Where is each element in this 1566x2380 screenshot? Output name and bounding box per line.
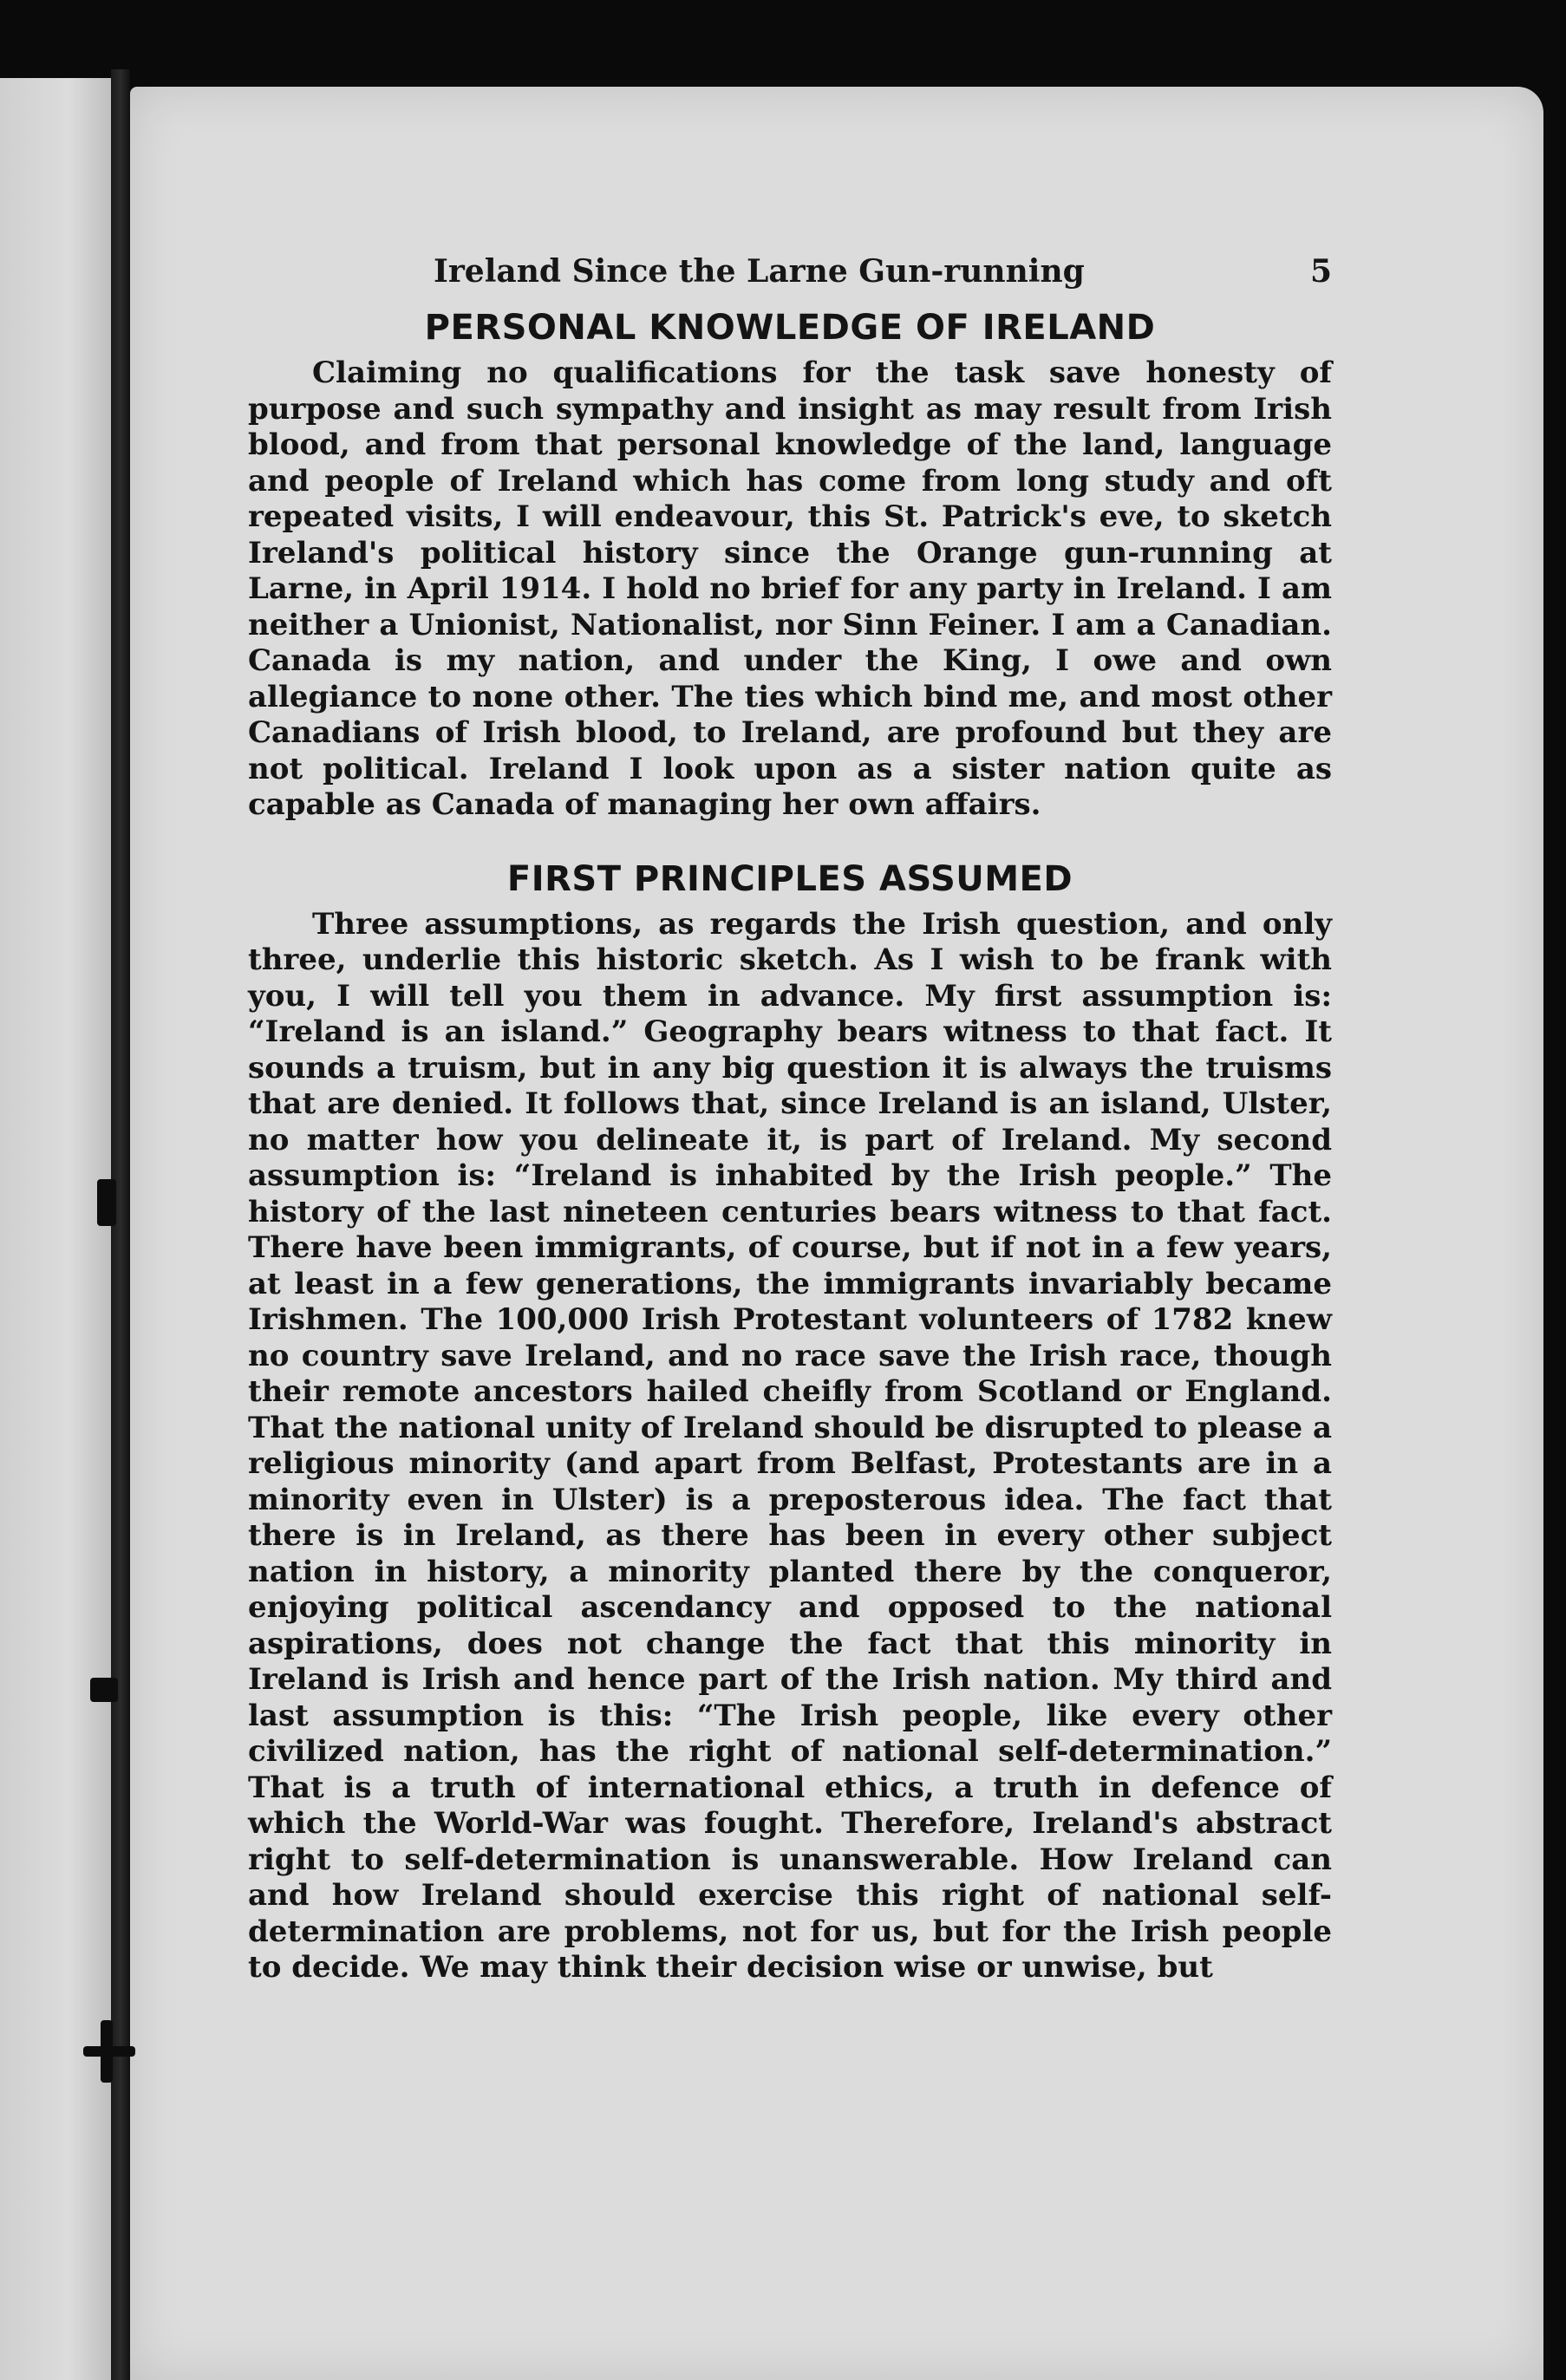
section-heading: PERSONAL KNOWLEDGE OF IRELAND: [424, 308, 1156, 348]
binding-mark: [101, 2020, 113, 2083]
page-body: [248, 305, 1332, 1986]
section-heading: FIRST PRINCIPLES ASSUMED: [506, 858, 1073, 899]
running-head: [434, 253, 1332, 290]
running-head-title: Ireland Since the Larne Gun-running: [434, 253, 1085, 290]
binding-mark: [97, 1179, 116, 1226]
body-paragraph: Three assumptions, as regards the Irish question, and only three, underlie this historic sketch. As I wish to be frank with you, I will tell you them in advance. My first assumption is: “Ireland is an island.” Geography bears witness to that fact. It sounds a truism, but in any big question it is always the truisms that are denied. It follows that, since Ireland is an island, Ulster, no matter how you delineate it, is part of Ireland. My second assumption is: “Ireland is inhabited by the Irish people.” The history of the last nineteen centuries bears witness to that fact. There have been immigrants, of course, but if not in a few years, at least in a few generations, the immigrants invariably became Irishmen. The 100,000 Irish Protestant volunteers of 1782 knew no country save Ireland, and no race save the Irish race, though their remote ancestors hailed cheifly from Scotland or England. That the national unity of Ireland should be disrupted to please a religious minority (and apart from Belfast, Protestants are in a minority even in Ulster) is a preposterous idea. The fact that there is in Ireland, as there has been in every other subject nation in history, a minority planted there by the conqueror, enjoying political ascendancy and opposed to the national aspirations, does not change the fact that this minority in Ireland is Irish and hence part of the Irish nation. My third and last assumption is this: “The Irish people, like every other civilized nation, has the right of national self-determination.” That is a truth of international ethics, a truth in defence of which the World-War was fought. Therefore, Ireland's abstract right to self-determination is unanswerable. How Ireland can and how Ireland should exercise this right of national self-determination are problems, not for us, but for the Irish people to decide. We may think their decision wise or unwise, but: [248, 906, 1332, 1985]
previous-page-edge: [0, 78, 114, 2380]
body-paragraph: Claiming no qualifications for the task save honesty of purpose and such sympathy and insight as may result from Irish blood, and from that personal knowledge of the land, language and people of Ireland which has come from long study and oft repeated visits, I will endeavour, this St. Patrick's eve, to sketch Ireland's political history since the Orange gun-running at Larne, in April 1914. I hold no brief for any party in Ireland. I am neither a Unionist, Nationalist, nor Sinn Feiner. I am a Canadian. Canada is my nation, and under the King, I owe and own allegiance to none other. The ties which bind me, and most other Canadians of Irish blood, to Ireland, are profound but they are not political. Ireland I look upon as a sister nation quite as capable as Canada of managing her own affairs.: [248, 355, 1332, 822]
binding-mark: [90, 1678, 118, 1702]
page-number: 5: [1309, 253, 1332, 290]
